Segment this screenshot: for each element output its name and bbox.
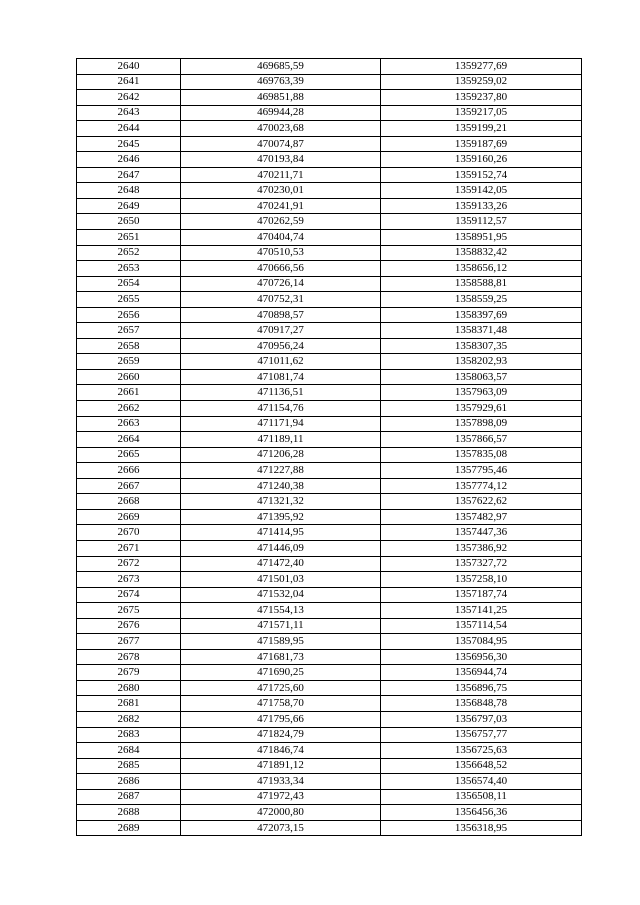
x-coordinate-cell: 470956,24	[181, 338, 381, 354]
point-number-cell: 2662	[77, 401, 181, 417]
y-coordinate-cell: 1356318,95	[381, 820, 582, 836]
point-number-cell: 2644	[77, 121, 181, 137]
table-row	[77, 680, 582, 696]
x-coordinate-cell: 471321,32	[181, 494, 381, 510]
point-number-cell: 2671	[77, 540, 181, 556]
y-coordinate-cell: 1359133,26	[381, 198, 582, 214]
table-row	[77, 743, 582, 759]
table-row	[77, 509, 582, 525]
x-coordinate-cell: 471758,70	[181, 696, 381, 712]
point-number-cell: 2652	[77, 245, 181, 261]
x-coordinate-cell: 470241,91	[181, 198, 381, 214]
y-coordinate-cell: 1358832,42	[381, 245, 582, 261]
point-number-cell: 2664	[77, 432, 181, 448]
point-number-cell: 2682	[77, 711, 181, 727]
y-coordinate-cell: 1356508,11	[381, 789, 582, 805]
y-coordinate-cell: 1357187,74	[381, 587, 582, 603]
x-coordinate-cell: 470726,14	[181, 276, 381, 292]
point-number-cell: 2657	[77, 323, 181, 339]
x-coordinate-cell: 471011,62	[181, 354, 381, 370]
point-number-cell: 2660	[77, 369, 181, 385]
point-number-cell: 2685	[77, 758, 181, 774]
point-number-cell: 2646	[77, 152, 181, 168]
x-coordinate-cell: 470510,53	[181, 245, 381, 261]
point-number-cell: 2689	[77, 820, 181, 836]
x-coordinate-cell: 471081,74	[181, 369, 381, 385]
point-number-cell: 2653	[77, 261, 181, 277]
table-row	[77, 74, 582, 90]
point-number-cell: 2661	[77, 385, 181, 401]
table-row	[77, 152, 582, 168]
x-coordinate-cell: 470752,31	[181, 292, 381, 308]
y-coordinate-cell: 1356956,30	[381, 649, 582, 665]
table-row	[77, 121, 582, 137]
y-coordinate-cell: 1357447,36	[381, 525, 582, 541]
table-row	[77, 261, 582, 277]
x-coordinate-cell: 471154,76	[181, 401, 381, 417]
x-coordinate-cell: 471189,11	[181, 432, 381, 448]
y-coordinate-cell: 1359199,21	[381, 121, 582, 137]
x-coordinate-cell: 470898,57	[181, 307, 381, 323]
table-row	[77, 183, 582, 199]
y-coordinate-cell: 1356725,63	[381, 743, 582, 759]
x-coordinate-cell: 472000,80	[181, 805, 381, 821]
point-number-cell: 2649	[77, 198, 181, 214]
x-coordinate-cell: 471501,03	[181, 572, 381, 588]
y-coordinate-cell: 1356944,74	[381, 665, 582, 681]
table-row	[77, 198, 582, 214]
x-coordinate-cell: 471446,09	[181, 540, 381, 556]
table-row	[77, 167, 582, 183]
x-coordinate-cell: 471681,73	[181, 649, 381, 665]
table-row	[77, 789, 582, 805]
y-coordinate-cell: 1356456,36	[381, 805, 582, 821]
y-coordinate-cell: 1357835,08	[381, 447, 582, 463]
x-coordinate-cell: 470262,59	[181, 214, 381, 230]
y-coordinate-cell: 1357774,12	[381, 478, 582, 494]
point-number-cell: 2651	[77, 230, 181, 246]
point-number-cell: 2686	[77, 774, 181, 790]
y-coordinate-cell: 1357866,57	[381, 432, 582, 448]
y-coordinate-cell: 1357795,46	[381, 463, 582, 479]
point-number-cell: 2655	[77, 292, 181, 308]
y-coordinate-cell: 1357386,92	[381, 540, 582, 556]
x-coordinate-cell: 470193,84	[181, 152, 381, 168]
point-number-cell: 2684	[77, 743, 181, 759]
point-number-cell: 2650	[77, 214, 181, 230]
y-coordinate-cell: 1357327,72	[381, 556, 582, 572]
x-coordinate-cell: 471554,13	[181, 603, 381, 619]
point-number-cell: 2659	[77, 354, 181, 370]
x-coordinate-cell: 471795,66	[181, 711, 381, 727]
table-row	[77, 230, 582, 246]
table-row	[77, 805, 582, 821]
table-row	[77, 136, 582, 152]
point-number-cell: 2642	[77, 90, 181, 106]
table-row	[77, 618, 582, 634]
x-coordinate-cell: 471532,04	[181, 587, 381, 603]
x-coordinate-cell: 471472,40	[181, 556, 381, 572]
point-number-cell: 2645	[77, 136, 181, 152]
table-row	[77, 59, 582, 75]
point-number-cell: 2654	[77, 276, 181, 292]
x-coordinate-cell: 471171,94	[181, 416, 381, 432]
table-row	[77, 634, 582, 650]
table-row	[77, 276, 582, 292]
point-number-cell: 2668	[77, 494, 181, 510]
x-coordinate-cell: 471136,51	[181, 385, 381, 401]
x-coordinate-cell: 470917,27	[181, 323, 381, 339]
y-coordinate-cell: 1359160,26	[381, 152, 582, 168]
table-row	[77, 369, 582, 385]
y-coordinate-cell: 1358371,48	[381, 323, 582, 339]
y-coordinate-cell: 1356757,77	[381, 727, 582, 743]
x-coordinate-cell: 470211,71	[181, 167, 381, 183]
x-coordinate-cell: 469685,59	[181, 59, 381, 75]
x-coordinate-cell: 471395,92	[181, 509, 381, 525]
y-coordinate-cell: 1358063,57	[381, 369, 582, 385]
x-coordinate-cell: 470023,68	[181, 121, 381, 137]
table-row	[77, 385, 582, 401]
point-number-cell: 2673	[77, 572, 181, 588]
y-coordinate-cell: 1356574,40	[381, 774, 582, 790]
y-coordinate-cell: 1357898,09	[381, 416, 582, 432]
point-number-cell: 2672	[77, 556, 181, 572]
y-coordinate-cell: 1359142,05	[381, 183, 582, 199]
coordinates-table-body	[77, 59, 582, 836]
point-number-cell: 2681	[77, 696, 181, 712]
table-row	[77, 603, 582, 619]
table-row	[77, 649, 582, 665]
coordinates-table	[76, 58, 582, 836]
y-coordinate-cell: 1357929,61	[381, 401, 582, 417]
table-row	[77, 711, 582, 727]
y-coordinate-cell: 1356797,03	[381, 711, 582, 727]
y-coordinate-cell: 1358656,12	[381, 261, 582, 277]
y-coordinate-cell: 1357114,54	[381, 618, 582, 634]
point-number-cell: 2658	[77, 338, 181, 354]
point-number-cell: 2674	[77, 587, 181, 603]
table-row	[77, 572, 582, 588]
x-coordinate-cell: 469944,28	[181, 105, 381, 121]
point-number-cell: 2675	[77, 603, 181, 619]
x-coordinate-cell: 471227,88	[181, 463, 381, 479]
table-row	[77, 665, 582, 681]
table-row	[77, 820, 582, 836]
y-coordinate-cell: 1359277,69	[381, 59, 582, 75]
point-number-cell: 2663	[77, 416, 181, 432]
y-coordinate-cell: 1357141,25	[381, 603, 582, 619]
point-number-cell: 2683	[77, 727, 181, 743]
x-coordinate-cell: 470230,01	[181, 183, 381, 199]
table-row	[77, 556, 582, 572]
point-number-cell: 2669	[77, 509, 181, 525]
y-coordinate-cell: 1359217,05	[381, 105, 582, 121]
y-coordinate-cell: 1358559,25	[381, 292, 582, 308]
point-number-cell: 2678	[77, 649, 181, 665]
point-number-cell: 2687	[77, 789, 181, 805]
table-row	[77, 292, 582, 308]
x-coordinate-cell: 471206,28	[181, 447, 381, 463]
table-row	[77, 540, 582, 556]
y-coordinate-cell: 1358951,95	[381, 230, 582, 246]
point-number-cell: 2641	[77, 74, 181, 90]
table-row	[77, 463, 582, 479]
point-number-cell: 2665	[77, 447, 181, 463]
table-row	[77, 758, 582, 774]
y-coordinate-cell: 1356648,52	[381, 758, 582, 774]
point-number-cell: 2688	[77, 805, 181, 821]
y-coordinate-cell: 1356848,78	[381, 696, 582, 712]
x-coordinate-cell: 471846,74	[181, 743, 381, 759]
x-coordinate-cell: 471891,12	[181, 758, 381, 774]
x-coordinate-cell: 471933,34	[181, 774, 381, 790]
x-coordinate-cell: 470666,56	[181, 261, 381, 277]
x-coordinate-cell: 471972,43	[181, 789, 381, 805]
table-row	[77, 478, 582, 494]
x-coordinate-cell: 469851,88	[181, 90, 381, 106]
x-coordinate-cell: 470404,74	[181, 230, 381, 246]
x-coordinate-cell: 470074,87	[181, 136, 381, 152]
y-coordinate-cell: 1359187,69	[381, 136, 582, 152]
table-row	[77, 525, 582, 541]
point-number-cell: 2680	[77, 680, 181, 696]
point-number-cell: 2666	[77, 463, 181, 479]
point-number-cell: 2670	[77, 525, 181, 541]
y-coordinate-cell: 1359152,74	[381, 167, 582, 183]
point-number-cell: 2656	[77, 307, 181, 323]
point-number-cell: 2647	[77, 167, 181, 183]
y-coordinate-cell: 1357258,10	[381, 572, 582, 588]
x-coordinate-cell: 471571,11	[181, 618, 381, 634]
table-row	[77, 354, 582, 370]
point-number-cell: 2677	[77, 634, 181, 650]
table-row	[77, 774, 582, 790]
table-row	[77, 727, 582, 743]
table-row	[77, 105, 582, 121]
table-row	[77, 447, 582, 463]
table-row	[77, 696, 582, 712]
x-coordinate-cell: 471414,95	[181, 525, 381, 541]
table-row	[77, 245, 582, 261]
point-number-cell: 2643	[77, 105, 181, 121]
table-row	[77, 401, 582, 417]
x-coordinate-cell: 471725,60	[181, 680, 381, 696]
table-row	[77, 323, 582, 339]
x-coordinate-cell: 471240,38	[181, 478, 381, 494]
point-number-cell: 2676	[77, 618, 181, 634]
table-row	[77, 214, 582, 230]
point-number-cell: 2640	[77, 59, 181, 75]
table-row	[77, 90, 582, 106]
y-coordinate-cell: 1357963,09	[381, 385, 582, 401]
point-number-cell: 2679	[77, 665, 181, 681]
table-row	[77, 494, 582, 510]
table-row	[77, 307, 582, 323]
y-coordinate-cell: 1358588,81	[381, 276, 582, 292]
y-coordinate-cell: 1358397,69	[381, 307, 582, 323]
x-coordinate-cell: 469763,39	[181, 74, 381, 90]
y-coordinate-cell: 1359112,57	[381, 214, 582, 230]
table-row	[77, 432, 582, 448]
point-number-cell: 2648	[77, 183, 181, 199]
x-coordinate-cell: 471690,25	[181, 665, 381, 681]
y-coordinate-cell: 1359259,02	[381, 74, 582, 90]
table-row	[77, 338, 582, 354]
y-coordinate-cell: 1356896,75	[381, 680, 582, 696]
y-coordinate-cell: 1357482,97	[381, 509, 582, 525]
x-coordinate-cell: 471589,95	[181, 634, 381, 650]
x-coordinate-cell: 471824,79	[181, 727, 381, 743]
point-number-cell: 2667	[77, 478, 181, 494]
table-row	[77, 587, 582, 603]
x-coordinate-cell: 472073,15	[181, 820, 381, 836]
y-coordinate-cell: 1358202,93	[381, 354, 582, 370]
y-coordinate-cell: 1357622,62	[381, 494, 582, 510]
table-row	[77, 416, 582, 432]
y-coordinate-cell: 1358307,35	[381, 338, 582, 354]
y-coordinate-cell: 1357084,95	[381, 634, 582, 650]
y-coordinate-cell: 1359237,80	[381, 90, 582, 106]
